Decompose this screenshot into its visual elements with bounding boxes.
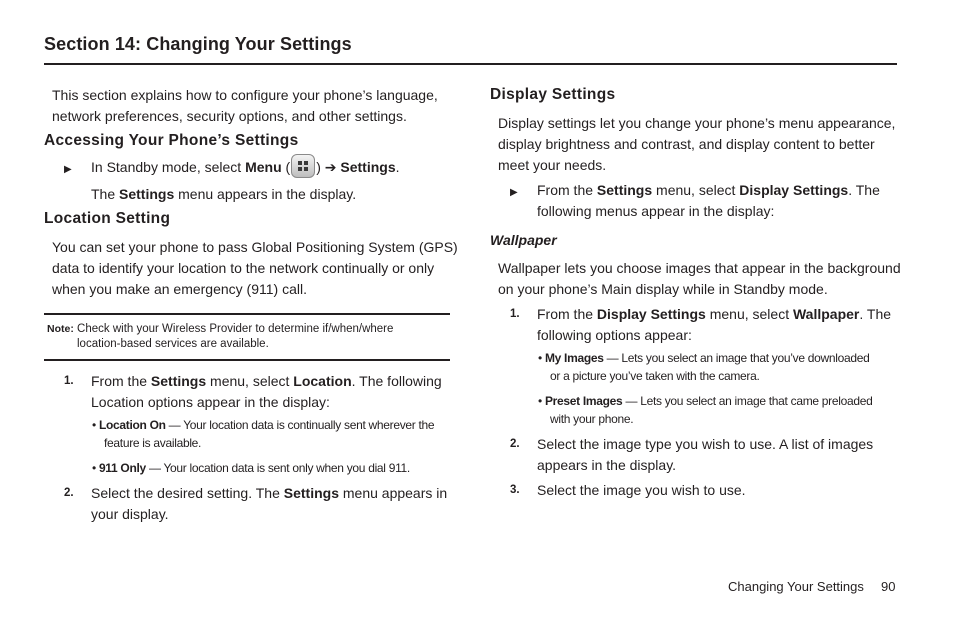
heading-location: Location Setting	[44, 210, 171, 227]
note-box: Note: Check with your Wireless Provider to determine if/when/where location-based services are available.	[47, 323, 394, 350]
step-number: 3.	[510, 484, 520, 496]
step-number: 2.	[510, 438, 520, 450]
wallpaper-step-2: Select the image type you wish to use. A list of images appears in the display.	[537, 436, 874, 473]
option-911-only: • 911 Only — Your location data is sent only when you dial 911.	[92, 461, 410, 475]
location-step-1: From the Settings menu, select Location. The following Location options appear in the display:	[91, 373, 442, 410]
option-location-on: • Location On — Your location data is continually sent wherever the feature is available.	[92, 418, 435, 450]
wallpaper-step-1: From the Display Settings menu, select Wallpaper. The following options appear:	[537, 306, 892, 343]
wallpaper-step-3: Select the image you wish to use.	[537, 482, 746, 498]
location-body: You can set your phone to pass Global Positioning System (GPS) data to identify your location to the network continually or only when you make an emergency (911) call.	[52, 239, 458, 297]
footer-label: Changing Your Settings	[728, 579, 864, 594]
step-number: 1.	[64, 375, 74, 387]
option-my-images: • My Images — Lets you select an image that you’ve downloaded or a picture you’ve taken with the camera.	[538, 351, 870, 383]
note-top-rule	[44, 313, 450, 315]
display-body: Display settings let you change your phone’s menu appearance, display brightness and contrast, and display content to better meet your needs.	[498, 115, 896, 173]
step-arrow-icon: ▶	[64, 164, 72, 175]
menu-icon	[291, 154, 315, 178]
intro-text: This section explains how to configure your phone’s language, network preferences, security options, and other settings.	[52, 87, 438, 124]
step-arrow-icon: ▶	[510, 187, 518, 198]
heading-wallpaper: Wallpaper	[490, 232, 557, 248]
display-step: From the Settings menu, select Display Settings. The following menus appear in the display:	[537, 182, 880, 219]
accessing-step: In Standby mode, select Menu ( ) ➔ Settings.	[91, 157, 400, 178]
option-preset-images: • Preset Images — Lets you select an image that came preloaded with your phone.	[538, 394, 873, 426]
location-step-2: Select the desired setting. The Settings menu appears in your display.	[91, 485, 448, 522]
title-rule	[44, 63, 897, 65]
note-bottom-rule	[44, 359, 450, 361]
accessing-result: The Settings menu appears in the display.	[91, 186, 357, 202]
page-number: 90	[881, 579, 896, 594]
step-number: 1.	[510, 308, 520, 320]
heading-display-settings: Display Settings	[490, 86, 616, 103]
step-number: 2.	[64, 487, 74, 499]
heading-accessing: Accessing Your Phone’s Settings	[44, 132, 299, 149]
wallpaper-body: Wallpaper lets you choose images that appear in the background on your phone’s Main display while in Standby mode.	[498, 260, 901, 297]
section-title: Section 14: Changing Your Settings	[44, 34, 352, 54]
